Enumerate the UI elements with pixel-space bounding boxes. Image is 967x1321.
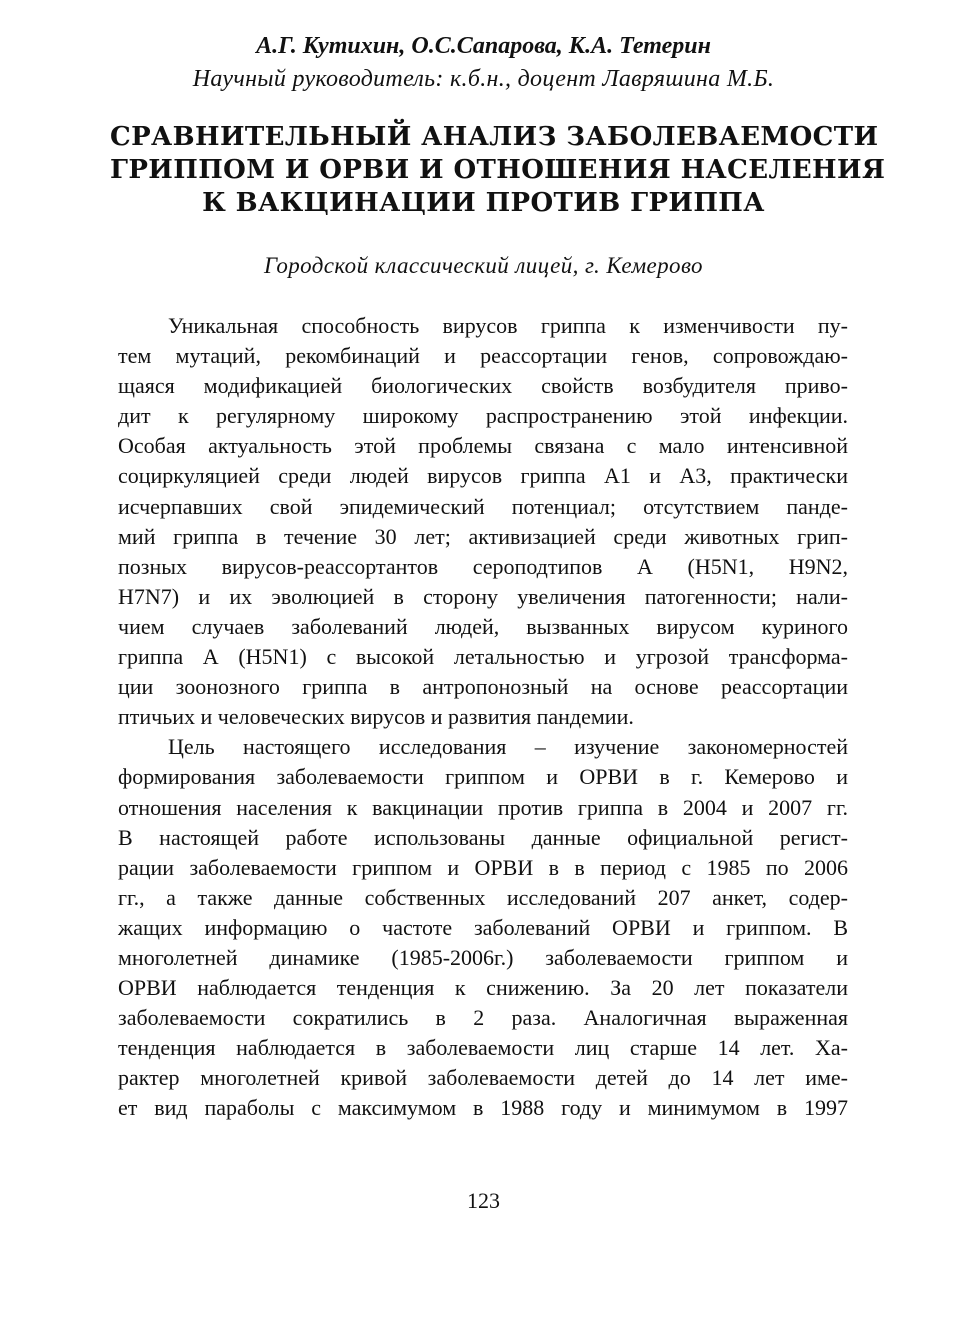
body-line: заболеваемости сократились в 2 раза. Аналогичная выраженная — [118, 1005, 848, 1031]
body-line: жащих информацию о частоте заболеваний ОРВИ и гриппом. В — [118, 914, 848, 940]
body-line: позных вирусов-реассортантов сероподтипов А (H5N1, H9N2, — [118, 553, 848, 579]
body-line: дит к регулярному широкому распространению этой инфекции. — [118, 403, 848, 429]
body-line: многолетней динамике (1985-2006г.) заболеваемости гриппом и — [118, 944, 848, 970]
body-line: гг., а также данные собственных исследований 207 анкет, содер- — [118, 884, 848, 910]
article-title — [110, 121, 886, 220]
body-line: Уникальная способность вирусов гриппа к изменчивости пу- — [168, 313, 848, 338]
body-line: H7N7) и их эволюцией в сторону увеличения патогенности; нали- — [118, 583, 848, 609]
authors: А.Г. Кутихин, О.С.Сапарова, К.А. Тетерин — [256, 33, 711, 59]
affiliation: Городской классический лицей, г. Кемерово — [264, 253, 703, 278]
body-line: тем мутаций, рекомбинаций и реассортации генов, сопровождаю- — [118, 343, 848, 369]
body-line: ОРВИ наблюдается тенденция к снижению. За 20 лет показатели — [118, 975, 848, 1001]
body-line: В настоящей работе использованы данные официальной регист- — [118, 824, 848, 850]
body-line: щаяся модификацией биологических свойств возбудителя приво- — [118, 373, 848, 399]
body-line: птичьих и человеческих вирусов и развития пандемии. — [118, 704, 634, 730]
body-line: отношения населения к вакцинации против гриппа в 2004 и 2007 гг. — [118, 794, 848, 820]
article-body — [118, 311, 848, 1124]
body-line: рации заболеваемости гриппом и ОРВИ в в период с 1985 по 2006 — [118, 854, 848, 880]
body-line: гриппа А (H5N1) с высокой летальностью и угрозой трансформа- — [118, 644, 848, 670]
body-line: чием случаев заболеваний людей, вызванных вирусом куриного — [118, 613, 848, 639]
title-line: К ВАКЦИНАЦИИ ПРОТИВ ГРИППА — [202, 188, 765, 218]
body-line: рактер многолетней кривой заболеваемости детей до 14 лет име- — [118, 1065, 848, 1091]
body-line: Особая актуальность этой проблемы связана с мало интенсивной — [118, 433, 848, 459]
body-line: тенденция наблюдается в заболеваемости лиц старше 14 лет. Ха- — [118, 1035, 848, 1061]
body-line: ции зоонозного гриппа в антропонозный на основе реассортации — [118, 674, 848, 700]
body-line: Цель настоящего исследования – изучение закономерностей — [168, 734, 848, 760]
body-line: формирования заболеваемости гриппом и ОРВИ в г. Кемерово и — [118, 764, 848, 790]
body-line: ет вид параболы с максимумом в 1988 году и минимумом в 1997 — [118, 1095, 848, 1121]
body-line: мий гриппа в течение 30 лет; активизацией среди животных грип- — [118, 523, 848, 549]
body-line: исчерпавших свой эпидемический потенциал; отсутствием панде- — [118, 493, 848, 519]
body-line: социркуляцией среди людей вирусов гриппа А1 и А3, практически — [118, 463, 848, 489]
title-line: СРАВНИТЕЛЬНЫЙ АНАЛИЗ ЗАБОЛЕВАЕМОСТИ — [110, 122, 879, 152]
title-line: ГРИППОМ И ОРВИ И ОТНОШЕНИЯ НАСЕЛЕНИЯ — [110, 155, 886, 185]
supervisor: Научный руководитель: к.б.н., доцент Лавряшина М.Б. — [192, 66, 775, 92]
page-number: 123 — [467, 1188, 500, 1213]
